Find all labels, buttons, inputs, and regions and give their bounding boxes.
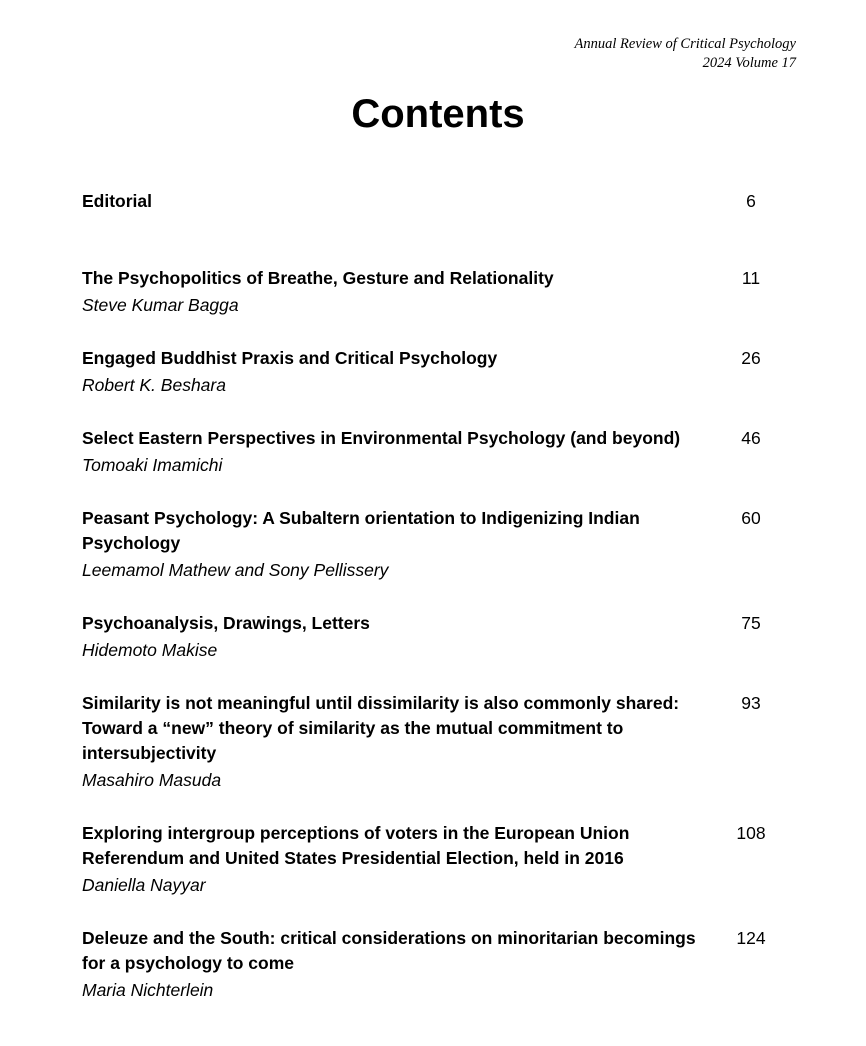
entry-page-number: 6 (746, 191, 756, 211)
toc-entry (82, 506, 782, 584)
toc-entry-editorial (82, 189, 782, 214)
toc-entry (82, 266, 782, 319)
entry-author: Daniella Nayyar (82, 875, 206, 895)
entry-title: Deleuze and the South: critical considerations on minoritarian becomings for a psychology to come (82, 928, 696, 973)
entry-author: Maria Nichterlein (82, 980, 214, 1000)
entry-title: Engaged Buddhist Praxis and Critical Psychology (82, 348, 498, 368)
journal-issue: 2024 Volume 17 (702, 55, 796, 71)
toc-entry (82, 611, 782, 664)
entry-title: Exploring intergroup perceptions of voters in the European Union Referendum and United States Presidential Election, held in 2016 (82, 823, 630, 868)
entry-page-number: 11 (741, 268, 761, 288)
toc-entry (82, 926, 782, 1004)
entry-title: Peasant Psychology: A Subaltern orientation to Indigenizing Indian Psychology (82, 508, 640, 553)
toc-entry (82, 691, 782, 794)
toc-entry (82, 426, 782, 479)
table-of-contents (82, 189, 782, 1031)
entry-author: Steve Kumar Bagga (82, 295, 239, 315)
entry-author: Robert K. Beshara (82, 375, 226, 395)
entry-title: Psychoanalysis, Drawings, Letters (82, 613, 370, 633)
entry-page-number: 124 (736, 928, 766, 948)
entry-title: Select Eastern Perspectives in Environmental Psychology (and beyond) (82, 428, 681, 448)
entry-author: Leemamol Mathew and Sony Pellissery (82, 560, 389, 580)
entry-page-number: 46 (741, 428, 761, 448)
page-title: Contents (351, 92, 525, 136)
entry-title: The Psychopolitics of Breathe, Gesture and Relationality (82, 268, 554, 288)
entry-title: Similarity is not meaningful until dissimilarity is also commonly shared: Toward a “new” theory of similarity as the mutual commitment to intersubjectivity (82, 693, 680, 763)
running-head (575, 35, 796, 73)
entry-author: Masahiro Masuda (82, 770, 222, 790)
entry-page-number: 60 (741, 508, 761, 528)
toc-entry (82, 346, 782, 399)
toc-entry (82, 821, 782, 899)
entry-page-number: 93 (741, 693, 761, 713)
entry-title: Editorial (82, 191, 153, 211)
entry-author: Hidemoto Makise (82, 640, 218, 660)
entry-page-number: 26 (741, 348, 761, 368)
entry-author: Tomoaki Imamichi (82, 455, 223, 475)
entry-page-number: 75 (741, 613, 761, 633)
entry-page-number: 108 (736, 823, 766, 843)
journal-name: Annual Review of Critical Psychology (574, 36, 796, 52)
